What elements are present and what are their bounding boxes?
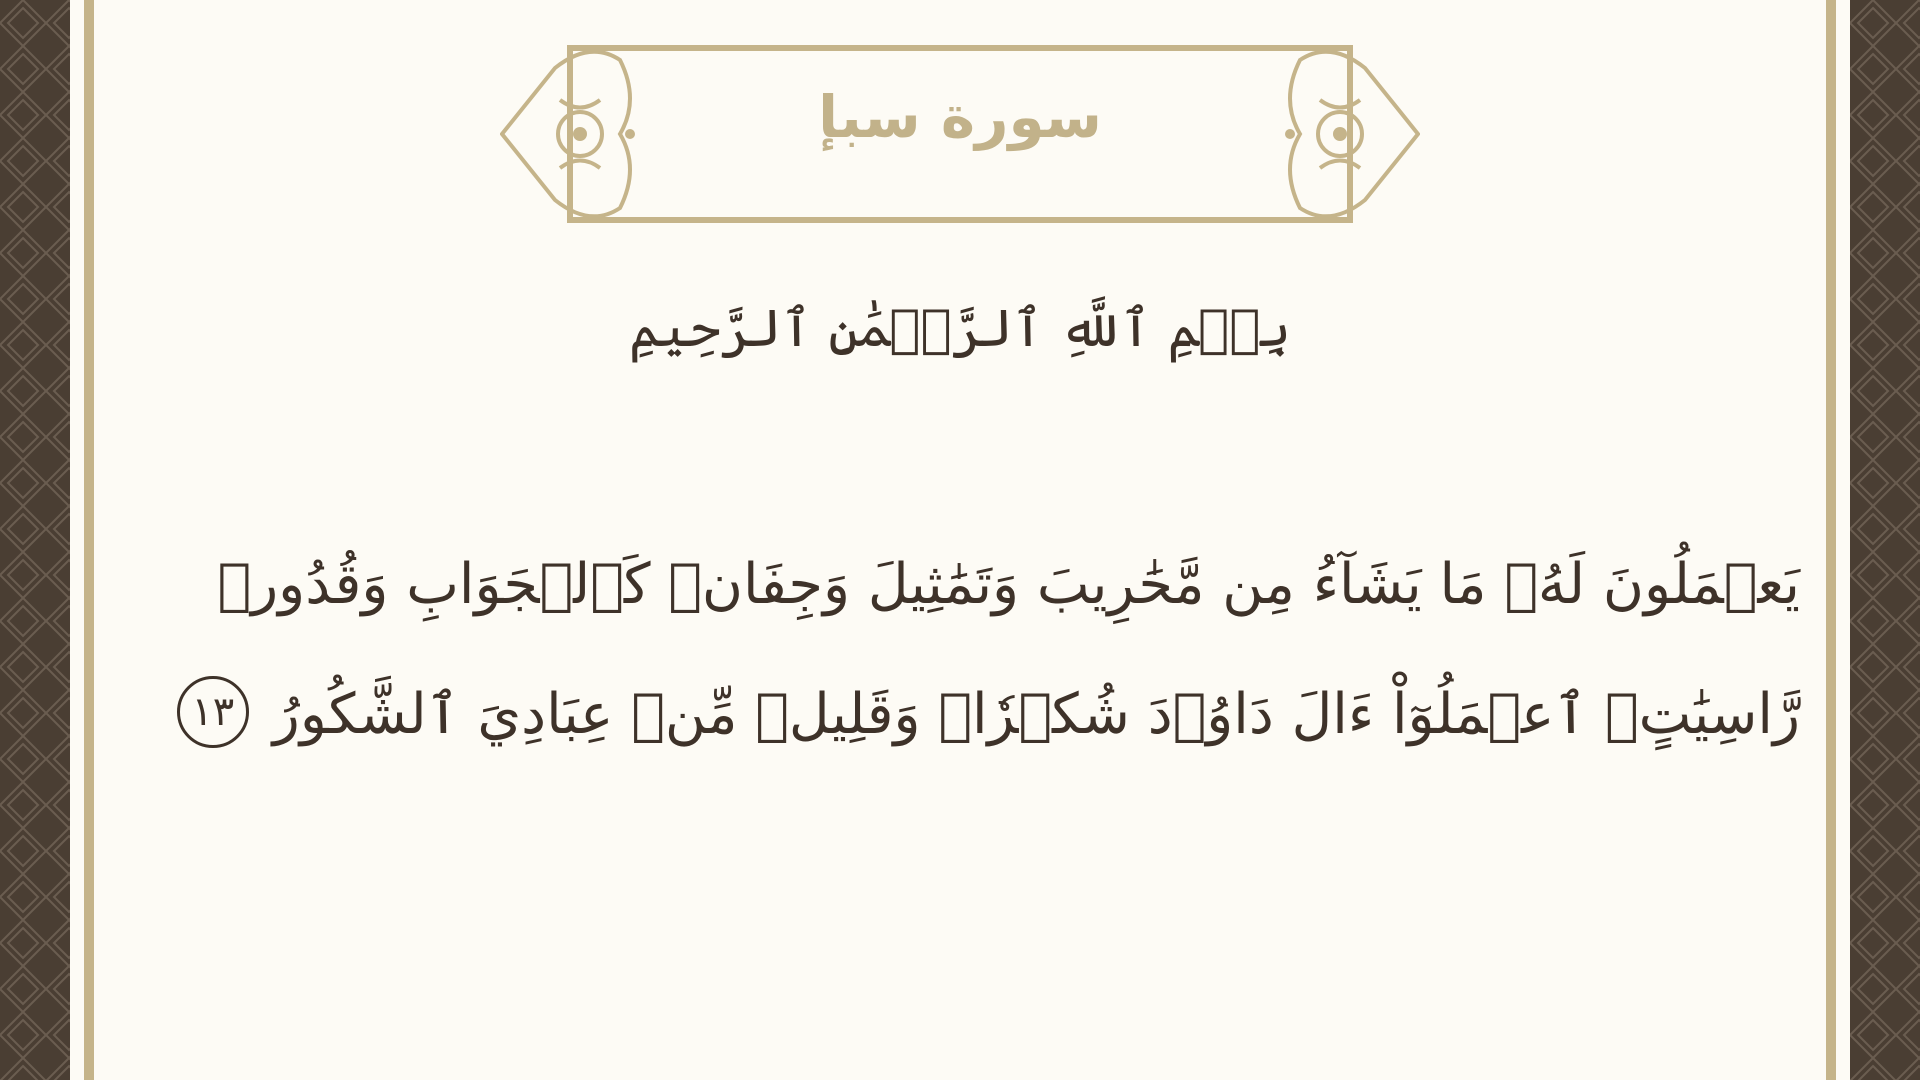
left-ornamental-border [0,0,70,1080]
ayah-line-2-text: رَّاسِيَٰتٍۚ ٱعۡمَلُوٓاْ ءَالَ دَاوُۥدَ شُكۡرٗاۚ وَقَلِيلٞ مِّنۡ عِبَادِيَ ٱلشَّكُورُ [272,682,1800,747]
surah-title: سورة سبإ [818,83,1102,151]
basmala: بِسۡمِ ٱللَّهِ ٱلرَّحۡمَٰنِ ٱلرَّحِيمِ [629,299,1291,359]
ayah-number-marker: ١٣ [177,676,249,748]
ayah-line-2 [191,650,1800,780]
left-gold-rule [84,0,94,1080]
right-ornamental-border [1850,0,1920,1080]
ayah-text [191,520,1800,780]
ayah-line-1: يَعۡمَلُونَ لَهُۥ مَا يَشَآءُ مِن مَّحَٰرِيبَ وَتَمَٰثِيلَ وَجِفَانٖ كَٱلۡجَوَابِ وَقُدُورٖ [217,552,1800,617]
right-gold-rule [1826,0,1836,1080]
